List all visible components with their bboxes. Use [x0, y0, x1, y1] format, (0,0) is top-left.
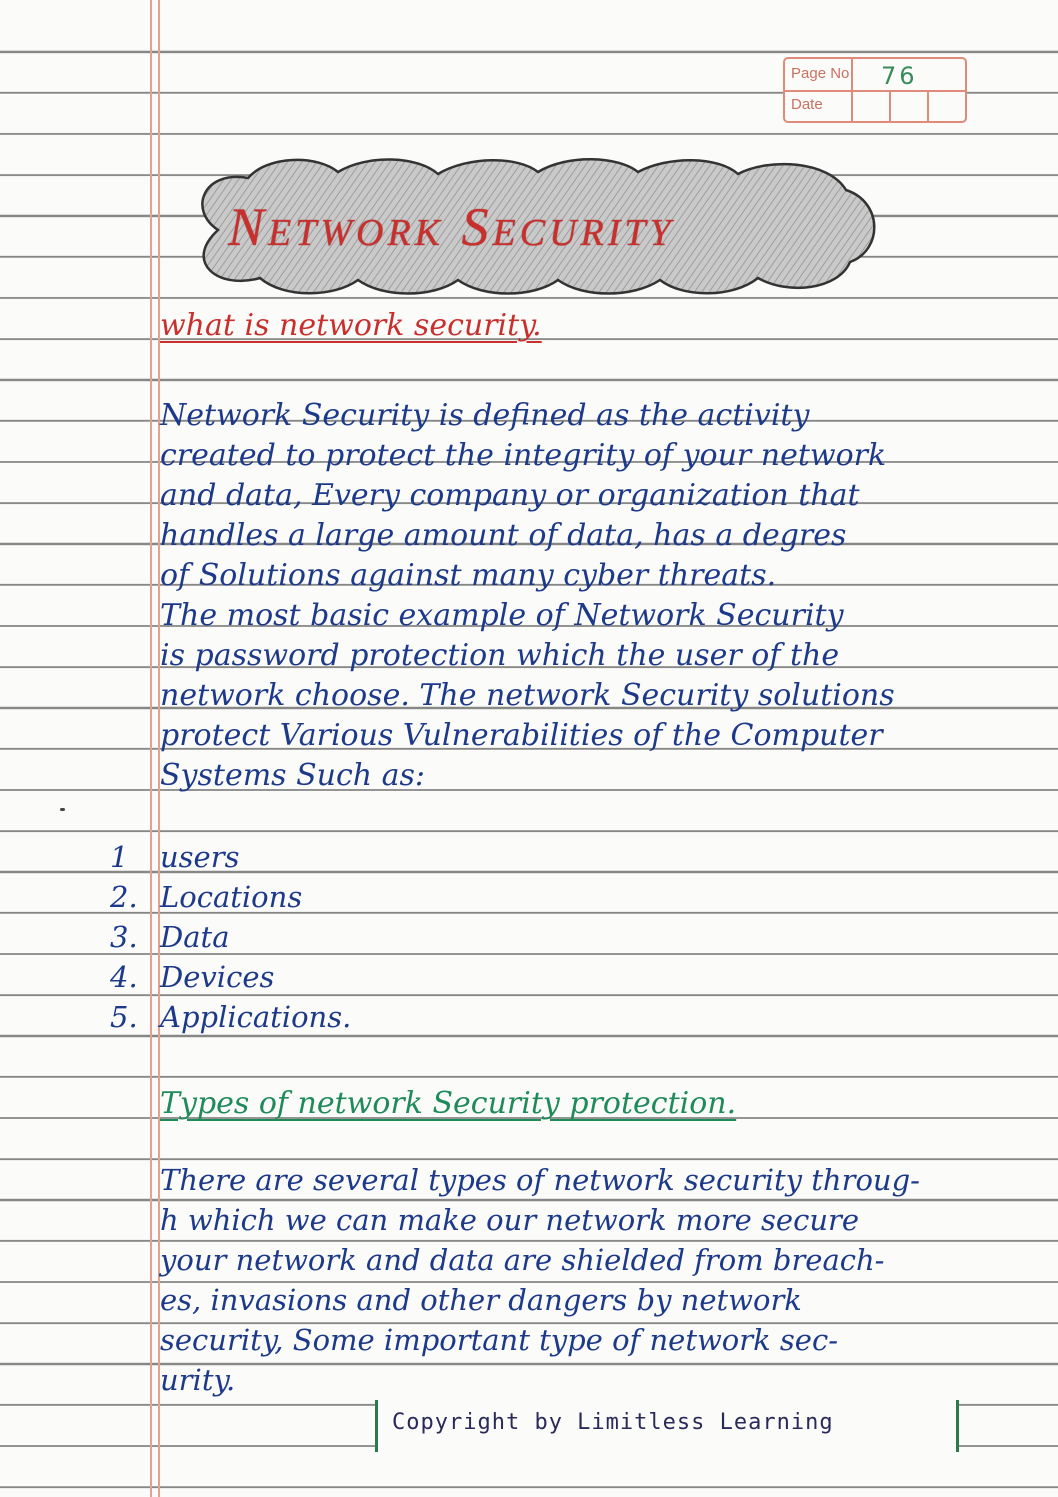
paragraph-line: The most basic example of Network Security: [160, 598, 844, 633]
paragraph-line: Systems Such as:: [160, 758, 426, 793]
list-item-text: users: [160, 840, 240, 874]
date-row: [785, 90, 965, 121]
list-item: [110, 880, 302, 914]
page-no-value: 76: [881, 62, 918, 90]
copyright-box: [375, 1400, 959, 1452]
page-no-row: [785, 59, 965, 92]
copyright-text: Copyright by Limitless Learning: [392, 1410, 834, 1435]
list-item: [110, 920, 229, 954]
list-item-number: 5.: [110, 1000, 138, 1034]
date-box-divider-1: [889, 90, 891, 121]
list-item-number: 3.: [110, 920, 138, 954]
section1-heading: what is network security.: [160, 308, 542, 343]
section2-heading: Types of network Security protection.: [160, 1086, 737, 1121]
list-item-text: Applications.: [160, 1000, 352, 1034]
date-label: Date: [791, 96, 823, 113]
list-item-number: 1: [110, 840, 129, 874]
list-item: [110, 840, 239, 874]
paragraph-line: es, invasions and other dangers by network: [160, 1283, 802, 1317]
paragraph-line: protect Various Vulnerabilities of the Computer: [160, 718, 883, 753]
list-item-number: 2.: [110, 880, 138, 914]
paragraph-line: There are several types of network security throug-: [160, 1163, 920, 1197]
paragraph-line: network choose. The network Security solutions: [160, 678, 895, 713]
list-item-text: Data: [160, 920, 230, 954]
paragraph-line: and data, Every company or organization that: [160, 478, 860, 513]
list-item: [110, 960, 274, 994]
paragraph-line: security, Some important type of network sec-: [160, 1323, 838, 1357]
paragraph-line: handles a large amount of data, has a degres: [160, 518, 847, 553]
page-number-box: [783, 57, 967, 123]
list-item-text: Devices: [160, 960, 275, 994]
paragraph-line: of Solutions against many cyber threats.: [160, 558, 777, 593]
paragraph-line: is password protection which the user of the: [160, 638, 840, 673]
list-item-number: 4.: [110, 960, 138, 994]
page-no-label: Page No: [791, 65, 850, 82]
ink-dot: [60, 808, 65, 811]
page-box-divider: [851, 59, 853, 121]
paragraph-line: your network and data are shielded from breach-: [160, 1243, 885, 1277]
paragraph-line: created to protect the integrity of your network: [160, 438, 887, 473]
page-title: Network Security: [228, 197, 675, 257]
margin-line-outer: [150, 0, 152, 1497]
paragraph-line: h which we can make our network more secure: [160, 1203, 860, 1237]
paragraph-line: urity.: [160, 1363, 236, 1397]
date-box-divider-2: [927, 90, 929, 121]
paragraph-line: Network Security is defined as the activity: [160, 398, 810, 433]
list-item: [110, 1000, 351, 1034]
list-item-text: Locations: [160, 880, 303, 914]
